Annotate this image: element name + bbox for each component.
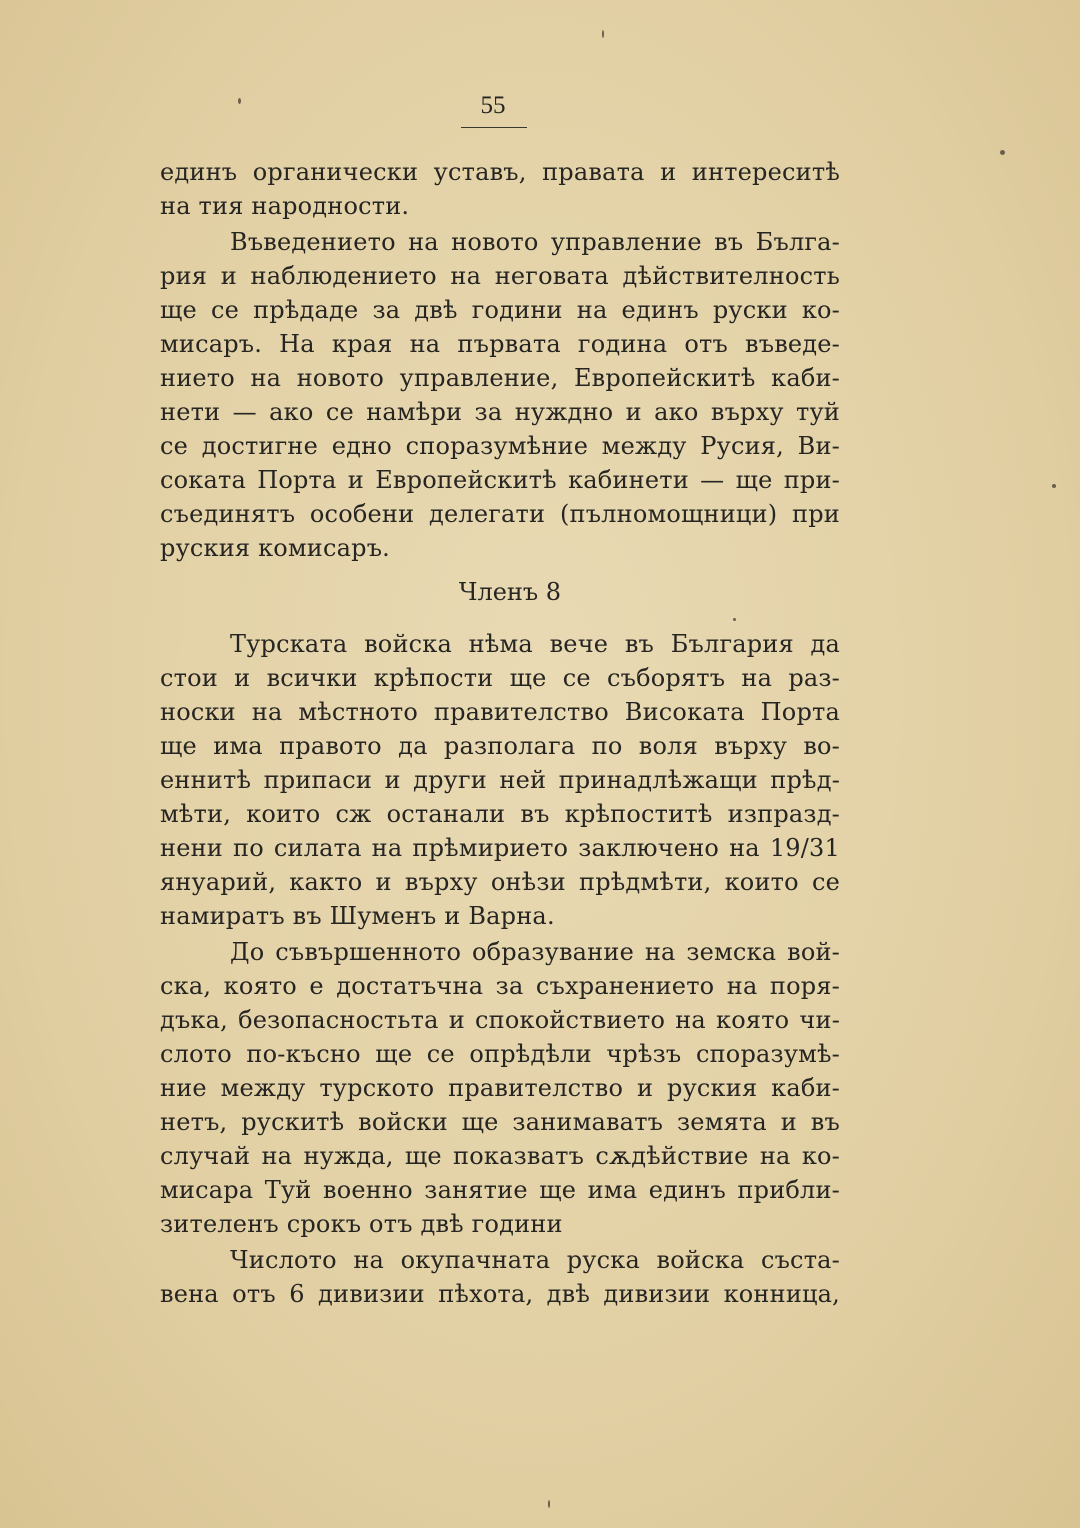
text-line: До съвършенното образувание на земска вой- bbox=[230, 938, 840, 966]
text-line: мисаръ. На края на първата година отъ въведе- bbox=[160, 330, 840, 358]
text-line: единъ органически уставъ, правата и интереситѣ bbox=[160, 158, 840, 186]
text-line: Числото на окупачната руска войска съста- bbox=[230, 1246, 840, 1274]
text-line: ска, която е достатъчна за съхранението на поря- bbox=[160, 972, 840, 1000]
text-line: зителенъ срокъ отъ двѣ години bbox=[160, 1210, 563, 1238]
text-line: вена отъ 6 дивизии пѣхота, двѣ дивизии конница, bbox=[160, 1280, 840, 1308]
text-line: рия и наблюдението на неговата дѣйствителность bbox=[160, 262, 840, 290]
text-line: ще се прѣдаде за двѣ години на единъ руски ко- bbox=[160, 296, 840, 324]
text-line: мисара Туй военно занятие ще има единъ прибли- bbox=[160, 1176, 840, 1204]
paper-speck bbox=[602, 30, 604, 38]
text-line: ние между турското правителство и руския каби- bbox=[160, 1074, 840, 1102]
paper-speck bbox=[548, 1500, 550, 1508]
text-line: на тия народности. bbox=[160, 192, 410, 220]
text-line: Въведението на новото управление въ Бълга- bbox=[230, 228, 840, 256]
body-text bbox=[160, 155, 840, 1311]
text-line: януарий, както и върху онѣзи прѣдмѣти, които се bbox=[160, 868, 840, 896]
text-line: намиратъ въ Шуменъ и Варна. bbox=[160, 902, 555, 930]
text-line: мѣти, които сж останали въ крѣпоститѣ изпразд- bbox=[160, 800, 840, 828]
text-line: нени по силата на прѣмирието заключено на 19/31 bbox=[160, 834, 840, 862]
text-line: се достигне едно споразумѣние между Русия, Ви- bbox=[160, 432, 840, 460]
text-line: Турската войска нѣма вече въ България да bbox=[230, 630, 840, 658]
text-line: руския комисаръ. bbox=[160, 534, 391, 562]
text-line: соката Порта и Европейскитѣ кабинети — ще при- bbox=[160, 466, 840, 494]
paper-speck bbox=[733, 618, 736, 621]
page-number-rule bbox=[461, 127, 527, 128]
text-line: дъка, безопасностьта и спокойствието на която чи- bbox=[160, 1006, 840, 1034]
text-line: слото по-късно ще се опрѣдѣли чрѣзъ споразумѣ- bbox=[160, 1040, 840, 1068]
text-line: носки на мѣстното правителство Високата Порта bbox=[160, 698, 840, 726]
text-line: нието на новото управление, Европейскитѣ каби- bbox=[160, 364, 840, 392]
section-heading: Членъ 8 bbox=[458, 578, 562, 606]
text-line: ще има правото да разполага по воля върху во- bbox=[160, 732, 840, 760]
text-line: съединятъ особени делегати (пълномощници) при bbox=[160, 500, 840, 528]
paper-speck bbox=[1052, 484, 1056, 488]
page-number: 55 bbox=[480, 92, 506, 119]
text-line: нети — ако се намѣри за нуждно и ако върху туй bbox=[160, 398, 840, 426]
text-line: стои и всички крѣпости ще се съборятъ на раз- bbox=[160, 664, 840, 692]
text-line: нетъ, рускитѣ войски ще занимаватъ земята и въ bbox=[160, 1108, 840, 1136]
text-line: еннитѣ припаси и други ней принадлѣжащи прѣд- bbox=[160, 766, 840, 794]
paper-speck bbox=[1000, 150, 1005, 155]
text-line: случай на нужда, ще показватъ сѫдѣйствие на ко- bbox=[160, 1142, 840, 1170]
paper-speck bbox=[238, 98, 241, 104]
